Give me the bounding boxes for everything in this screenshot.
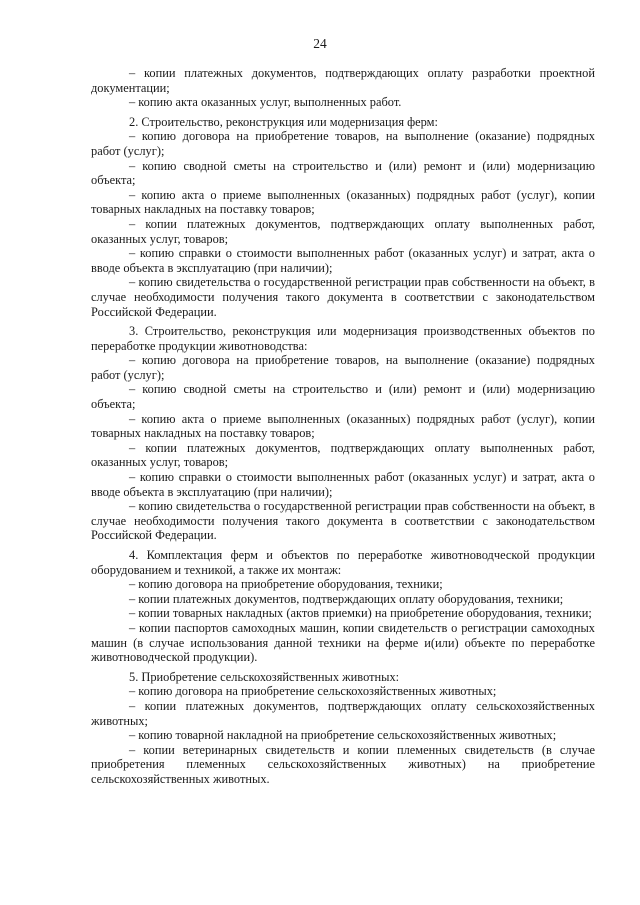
page-number: 24 (313, 36, 327, 51)
paragraph-5: – копию сводной сметы на строительство и (или) ремонт и (или) модернизацию объекта; (91, 158, 595, 188)
section-heading-5: 5. Приобретение сельскохозяйственных животных: (129, 669, 400, 684)
paragraph-11: – копию договора на приобретение товаров, на выполнение (оказание) подрядных работ (услуг); (91, 353, 595, 382)
paragraph-12: – копию сводной сметы на строительство и (или) ремонт и (или) модернизацию объекта; (91, 382, 595, 412)
section-heading-3: 3. Строительство, реконструкция или модернизация производственных объектов по переработке продукции животноводства: (91, 324, 595, 353)
section-heading-2: 2. Строительство, реконструкция или модернизация ферм: (129, 114, 438, 129)
paragraph-2: – копию акта оказанных услуг, выполненных работ. (129, 95, 402, 110)
section-heading-4: 4. Комплектация ферм и объектов по переработке животноводческой продукции оборудованием и техникой, а также их монтаж: (91, 548, 595, 577)
paragraph-9: – копию свидетельства о государственной регистрации прав собственности на объект, в случае необходимости получения такого документа в соответствии с законодательством Российской Федерации. (91, 275, 595, 319)
paragraph-4: – копию договора на приобретение товаров, на выполнение (оказание) подрядных работ (услуг); (91, 129, 595, 158)
paragraph-13: – копию акта о приеме выполненных (оказанных) подрядных работ (услуг), копии товарных накладных на поставку товаров; (91, 411, 595, 441)
paragraph-7: – копии платежных документов, подтверждающих оплату выполненных работ, оказанных услуг, товаров; (91, 216, 595, 246)
paragraph-23: – копию договора на приобретение сельскохозяйственных животных; (129, 684, 497, 699)
paragraph-19: – копии платежных документов, подтверждающих оплату оборудования, техники; (129, 591, 564, 606)
paragraph-21: – копии паспортов самоходных машин, копии свидетельств о регистрации самоходных машин (в случае использования данной техники на ферме и(или) объекте по переработке животноводческой продукции). (91, 620, 595, 665)
paragraph-14: – копии платежных документов, подтверждающих оплату выполненных работ, оказанных услуг, товаров; (91, 440, 595, 470)
paragraph-15: – копию справки о стоимости выполненных работ (оказанных услуг) и затрат, акта о вводе объекта в эксплуатацию (при наличии); (91, 470, 595, 499)
paragraph-16: – копию свидетельства о государственной регистрации прав собственности на объект, в случае необходимости получения такого документа в соответствии с законодательством Российской Федерации. (91, 499, 595, 543)
paragraph-8: – копию справки о стоимости выполненных работ (оказанных услуг) и затрат, акта о вводе объекта в эксплуатацию (при наличии); (91, 246, 595, 275)
paragraph-18: – копию договора на приобретение оборудования, техники; (129, 577, 443, 592)
paragraph-26: – копии ветеринарных свидетельств и копии племенных свидетельств (в случае приобретения племенных сельскохозяйственных животных) на приобретение сельскохозяйственных животных. (91, 742, 595, 786)
paragraph-20: – копии товарных накладных (актов приемки) на приобретение оборудования, техники; (129, 606, 592, 621)
paragraph-24: – копии платежных документов, подтверждающих оплату сельскохозяйственных животных; (91, 698, 595, 728)
paragraph-25: – копию товарной накладной на приобретение сельскохозяйственных животных; (129, 728, 557, 743)
paragraph-6: – копию акта о приеме выполненных (оказанных) подрядных работ (услуг), копии товарных накладных на поставку товаров; (91, 187, 595, 217)
paragraph-1: – копии платежных документов, подтверждающих оплату разработки проектной документации; (91, 66, 595, 95)
document-body (91, 66, 595, 787)
